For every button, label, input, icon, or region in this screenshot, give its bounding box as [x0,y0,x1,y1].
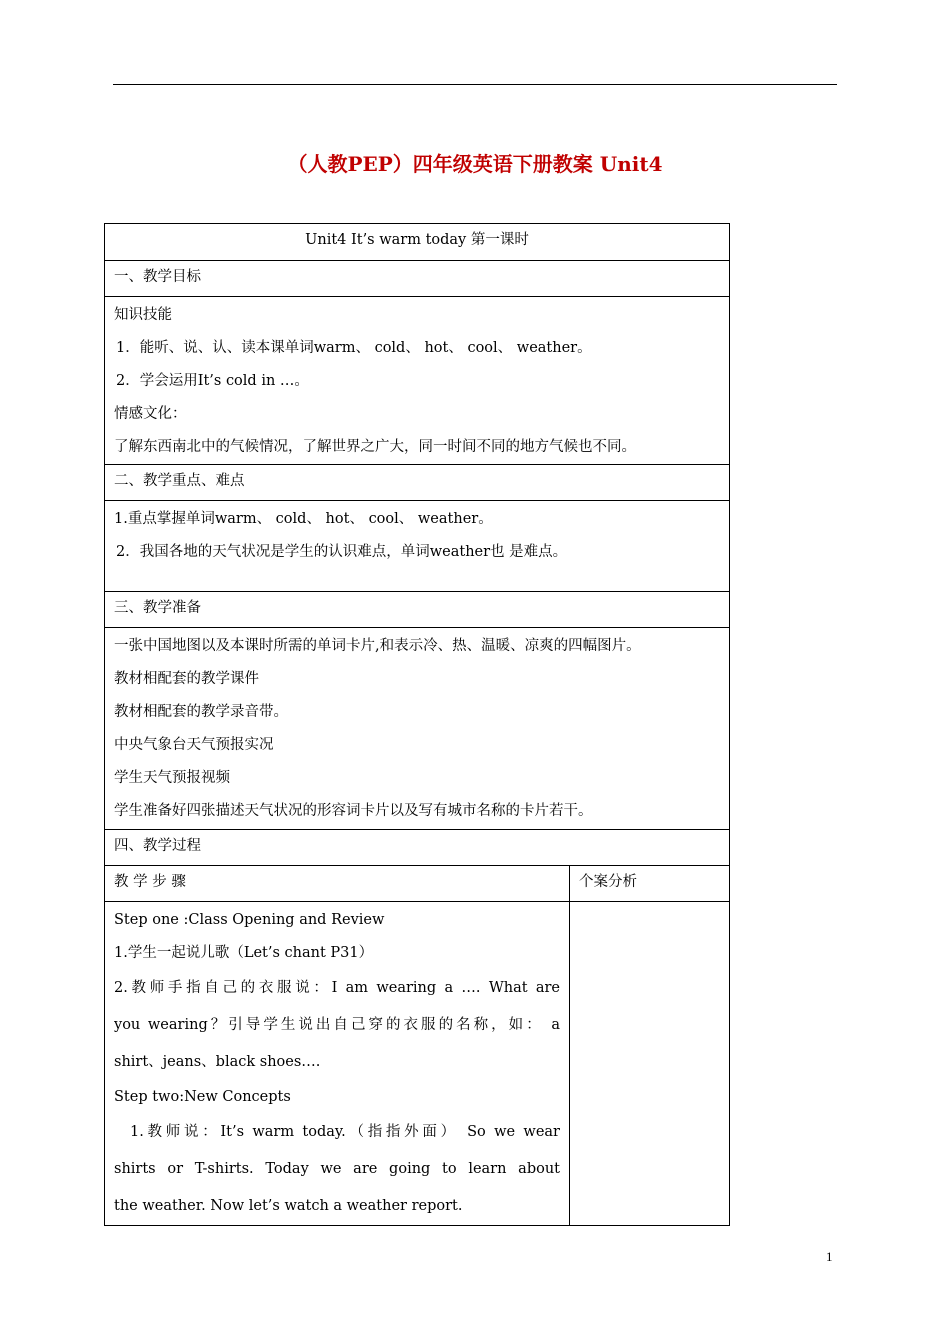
preparation-line: 学生天气预报视频 [114,770,230,786]
section-heading-objectives: 一、教学目标 [105,261,730,297]
column-header-analysis: 个案分析 [570,866,730,902]
section-heading-preparation: 三、教学准备 [105,592,730,628]
steps-line: the weather. Now let’s watch a weather report. [114,1198,463,1214]
preparation-line: 教材相配套的教学课件 [114,671,259,687]
header-rule [113,84,837,85]
preparation-content [105,628,730,830]
column-header-steps: 教 学 步 骤 [105,866,570,902]
analysis-content [570,902,730,1226]
objectives-line: 了解东西南北中的气候情况，了解世界之广大，同一时间不同的地方气候也不同。 [114,439,636,455]
objectives-line: 2．学会运用It’s cold in …。 [116,373,309,389]
key-points-content [105,501,730,592]
preparation-line: 中央气象台天气预报实况 [114,737,274,753]
lesson-plan-table [104,223,730,1226]
steps-line: you wearing？引导学生说出自己穿的衣服的名称，如： a [114,1017,560,1033]
section-heading-key-points: 二、教学重点、难点 [105,465,730,501]
steps-line: shirt、jeans、black shoes…. [114,1054,321,1070]
key-points-line: 2．我国各地的天气状况是学生的认识难点，单词weather也 是难点。 [116,544,568,560]
preparation-line: 学生准备好四张描述天气状况的形容词卡片以及写有城市名称的卡片若干。 [114,803,593,819]
steps-line: shirts or T-shirts. Today we are going to learn about [114,1161,560,1177]
steps-content [105,902,570,1226]
document-title: （人教PEP）四年级英语下册教案 Unit4 [287,152,663,176]
section-heading-process: 四、教学过程 [105,830,730,866]
steps-line: 2.教师手指自己的衣服说：I am wearing a …. What are [114,980,560,996]
key-points-line: 1.重点掌握单词warm、 cold、 hot、 cool、 weather。 [114,511,493,527]
steps-line: Step one :Class Opening and Review [114,912,385,928]
steps-line: 1.教师说：It’s warm today.（指指外面） So we wear [130,1124,560,1140]
preparation-line: 一张中国地图以及本课时所需的单词卡片,和表示冷、热、温暖、凉爽的四幅图片。 [114,638,641,654]
steps-line: Step two:New Concepts [114,1089,291,1105]
objectives-line: 情感文化： [114,406,187,422]
preparation-line: 教材相配套的教学录音带。 [114,704,288,720]
objectives-line: 知识技能 [114,307,172,323]
lesson-title: Unit4 It’s warm today 第一课时 [105,224,730,261]
page-number: 1 [826,1249,833,1264]
objectives-line: 1．能听、说、认、读本课单词warm、 cold、 hot、 cool、 weather。 [116,340,592,356]
objectives-content [105,297,730,465]
steps-line: 1.学生一起说儿歌（Let’s chant P31） [114,945,374,961]
